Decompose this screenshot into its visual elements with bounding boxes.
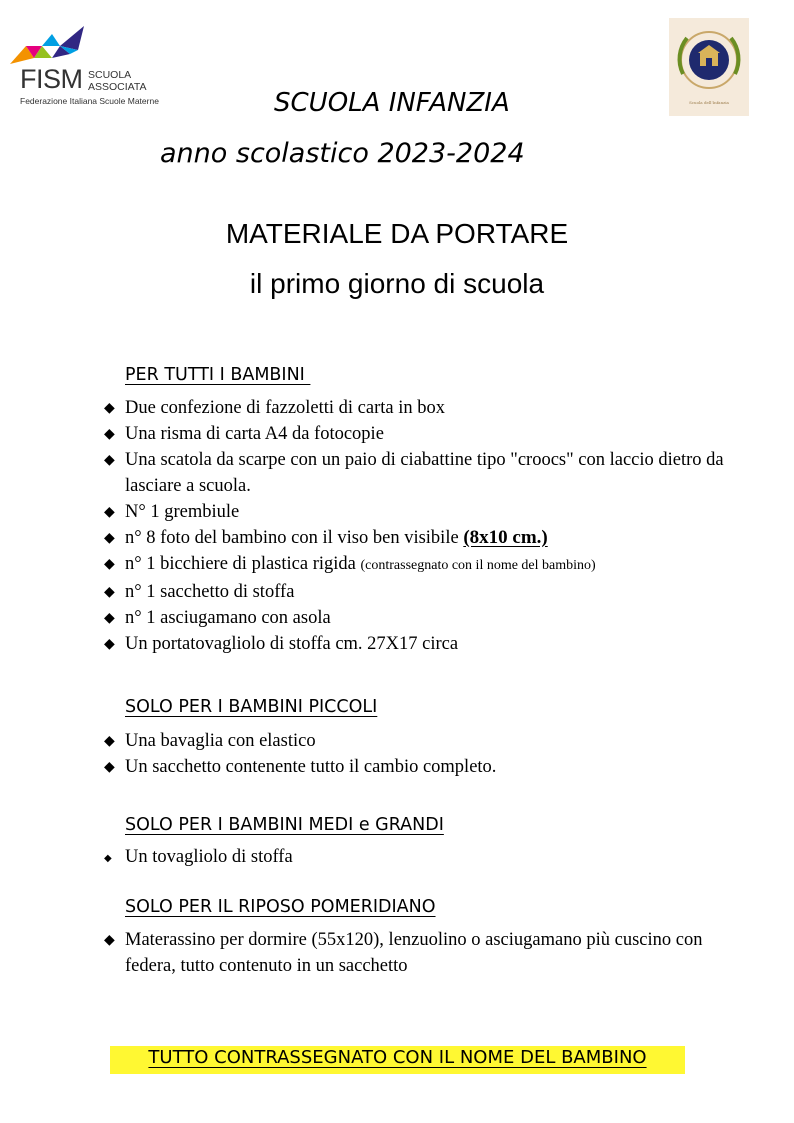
school-year: anno scolastico 2023-2024 [160,138,525,169]
diamond-bullet-icon: ◆ [104,426,115,442]
diamond-bullet-icon: ◆ [104,400,115,416]
diamond-bullet-icon: ◆ [104,733,115,749]
fism-logo-federation: Federazione Italiana Scuole Materne [20,96,159,106]
list-item: ◆ Un sacchetto contenente tutto il cambio completo. [100,754,740,780]
section-title-afternoon-rest: SOLO PER IL RIPOSO POMERIDIANO [125,897,436,917]
school-seal [669,18,749,116]
school-seal-icon [669,18,749,100]
list-medium-large-children [100,844,740,870]
heading-first-day: il primo giorno di scuola [249,268,545,299]
list-item: ◆ Una risma di carta A4 da fotocopie [100,421,740,447]
list-item: ◆ Materassino per dormire (55x120), lenzuolino o asciugamano più cuscino con federa, tutto contenuto in un sacchetto [100,927,740,979]
list-item: ◆ n° 1 bicchiere di plastica rigida (contrassegnato con il nome del bambino) [100,551,740,579]
diamond-bullet-icon: ◆ [104,759,115,775]
fism-logo-icon [8,24,92,68]
section-title-small-children: SOLO PER I BAMBINI PICCOLI [125,697,378,717]
list-item: ◆ N° 1 grembiule [100,499,740,525]
photo-size-note: (8x10 cm.) [463,527,548,548]
list-item: ◆ Due confezione di fazzoletti di carta in box [100,395,740,421]
list-item: ◆ Una scatola da scarpe con un paio di ciabattine tipo "croocs" con laccio dietro da lasciare a scuola. [100,447,740,499]
page-title: SCUOLA INFANZIA [274,88,510,118]
list-item: ◆ Un tovagliolo di stoffa [100,844,740,870]
list-item: ◆ Una bavaglia con elastico [100,728,740,754]
diamond-bullet-icon: ◆ [104,932,115,948]
diamond-bullet-icon: ◆ [104,530,115,546]
diamond-bullet-icon: ◆ [104,853,112,864]
fism-logo-word: FISM [20,64,83,94]
cup-name-note: (contrassegnato con il nome del bambino) [360,558,596,573]
section-title-all-children: PER TUTTI I BAMBINI [125,365,311,385]
diamond-bullet-icon: ◆ [104,504,115,520]
diamond-bullet-icon: ◆ [104,610,115,626]
diamond-bullet-icon: ◆ [104,556,115,572]
fism-logo-subtitle: SCUOLA ASSOCIATA [88,69,147,93]
diamond-bullet-icon: ◆ [104,584,115,600]
heading-materials: MATERIALE DA PORTARE [225,218,569,249]
diamond-bullet-icon: ◆ [104,452,115,468]
diamond-bullet-icon: ◆ [104,636,115,652]
list-small-children [100,728,740,780]
school-seal-caption: Scuola dell'Infanzia [689,100,729,105]
list-item: ◆ n° 8 foto del bambino con il viso ben visibile (8x10 cm.) [100,525,740,551]
footer-note: TUTTO CONTRASSEGNATO CON IL NOME DEL BAMBINO [148,1047,647,1068]
section-title-medium-large-children: SOLO PER I BAMBINI MEDI e GRANDI [125,815,444,835]
fism-logo [8,24,168,108]
list-afternoon-rest [100,927,740,979]
list-item: ◆ Un portatovagliolo di stoffa cm. 27X17 circa [100,631,740,657]
list-item: ◆ n° 1 sacchetto di stoffa [100,579,740,605]
list-all-children [100,395,740,657]
list-item: ◆ n° 1 asciugamano con asola [100,605,740,631]
